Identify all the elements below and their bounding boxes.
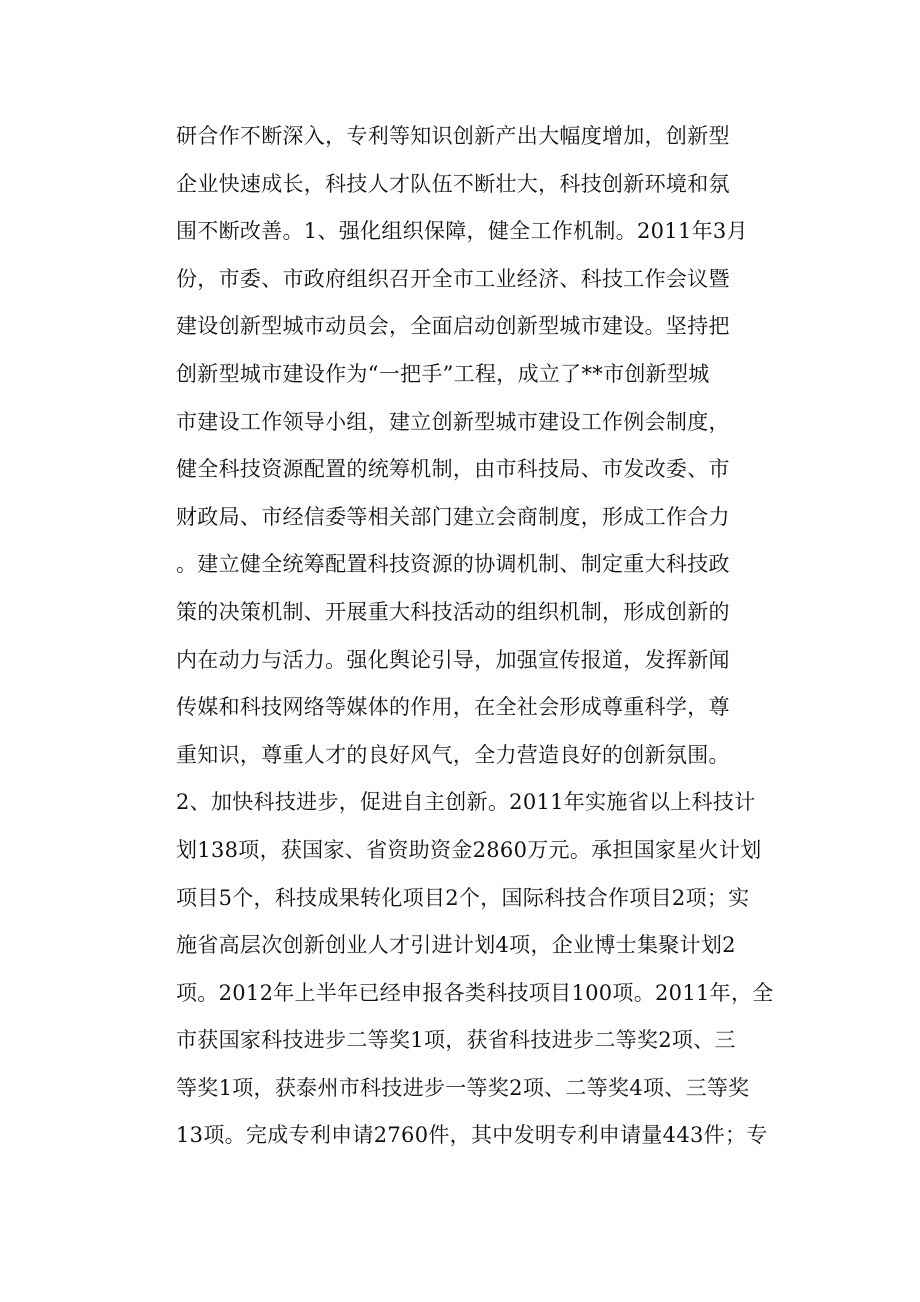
- text-line: 施省高层次创新创业人才引进计划4项，企业博士集聚计划2: [176, 933, 736, 958]
- text-line: 企业快速成长，科技人才队伍不断壮大，科技创新环境和氛: [176, 171, 730, 196]
- text-line: 财政局、市经信委等相关部门建立会商制度，形成工作合力: [176, 504, 730, 529]
- text-line: 市获国家科技进步二等奖1项，获省科技进步二等奖2项、三: [176, 1028, 736, 1053]
- text-line: 2、加快科技进步，促进自主创新。2011年实施省以上科技计: [176, 790, 756, 815]
- text-line: 13项。完成专利申请2760件，其中发明专利申请量443件；专: [176, 1123, 768, 1148]
- text-line: 。建立健全统筹配置科技资源的协调机制、制定重大科技政: [176, 552, 730, 577]
- text-line: 研合作不断深入，专利等知识创新产出大幅度增加，创新型: [176, 124, 730, 148]
- text-line: 划138项，获国家、省资助资金2860万元。承担国家星火计划: [176, 837, 762, 862]
- text-line: 传媒和科技网络等媒体的作用，在全社会形成尊重科学，尊: [176, 695, 730, 720]
- text-line: 项。2012年上半年已经申报各类科技项目100项。2011年，全: [176, 980, 774, 1005]
- text-line: 围不断改善。1、强化组织保障，健全工作机制。2011年3月: [176, 219, 748, 244]
- text-line: 创新型城市建设作为“一把手”工程，成立了**市创新型城: [176, 361, 710, 386]
- text-line: 重知识，尊重人才的良好风气，全力营造良好的创新氛围。: [176, 742, 730, 767]
- body-text: [176, 113, 774, 1160]
- text-line: 等奖1项，获泰州市科技进步一等奖2项、二等奖4项、三等奖: [176, 1075, 750, 1100]
- text-line: 市建设工作领导小组，建立创新型城市建设工作例会制度，: [176, 409, 730, 434]
- text-line: 策的决策机制、开展重大科技活动的组织机制，形成创新的: [176, 599, 730, 624]
- text-line: 健全科技资源配置的统筹机制，由市科技局、市发改委、市: [176, 457, 730, 482]
- text-line: 份，市委、市政府组织召开全市工业经济、科技工作会议暨: [176, 266, 730, 291]
- text-line: 项目5个，科技成果转化项目2个，国际科技合作项目2项；实: [176, 885, 750, 910]
- text-line: 内在动力与活力。强化舆论引导，加强宣传报道，发挥新闻: [176, 647, 730, 672]
- text-line: 建设创新型城市动员会，全面启动创新型城市建设。坚持把: [176, 314, 730, 339]
